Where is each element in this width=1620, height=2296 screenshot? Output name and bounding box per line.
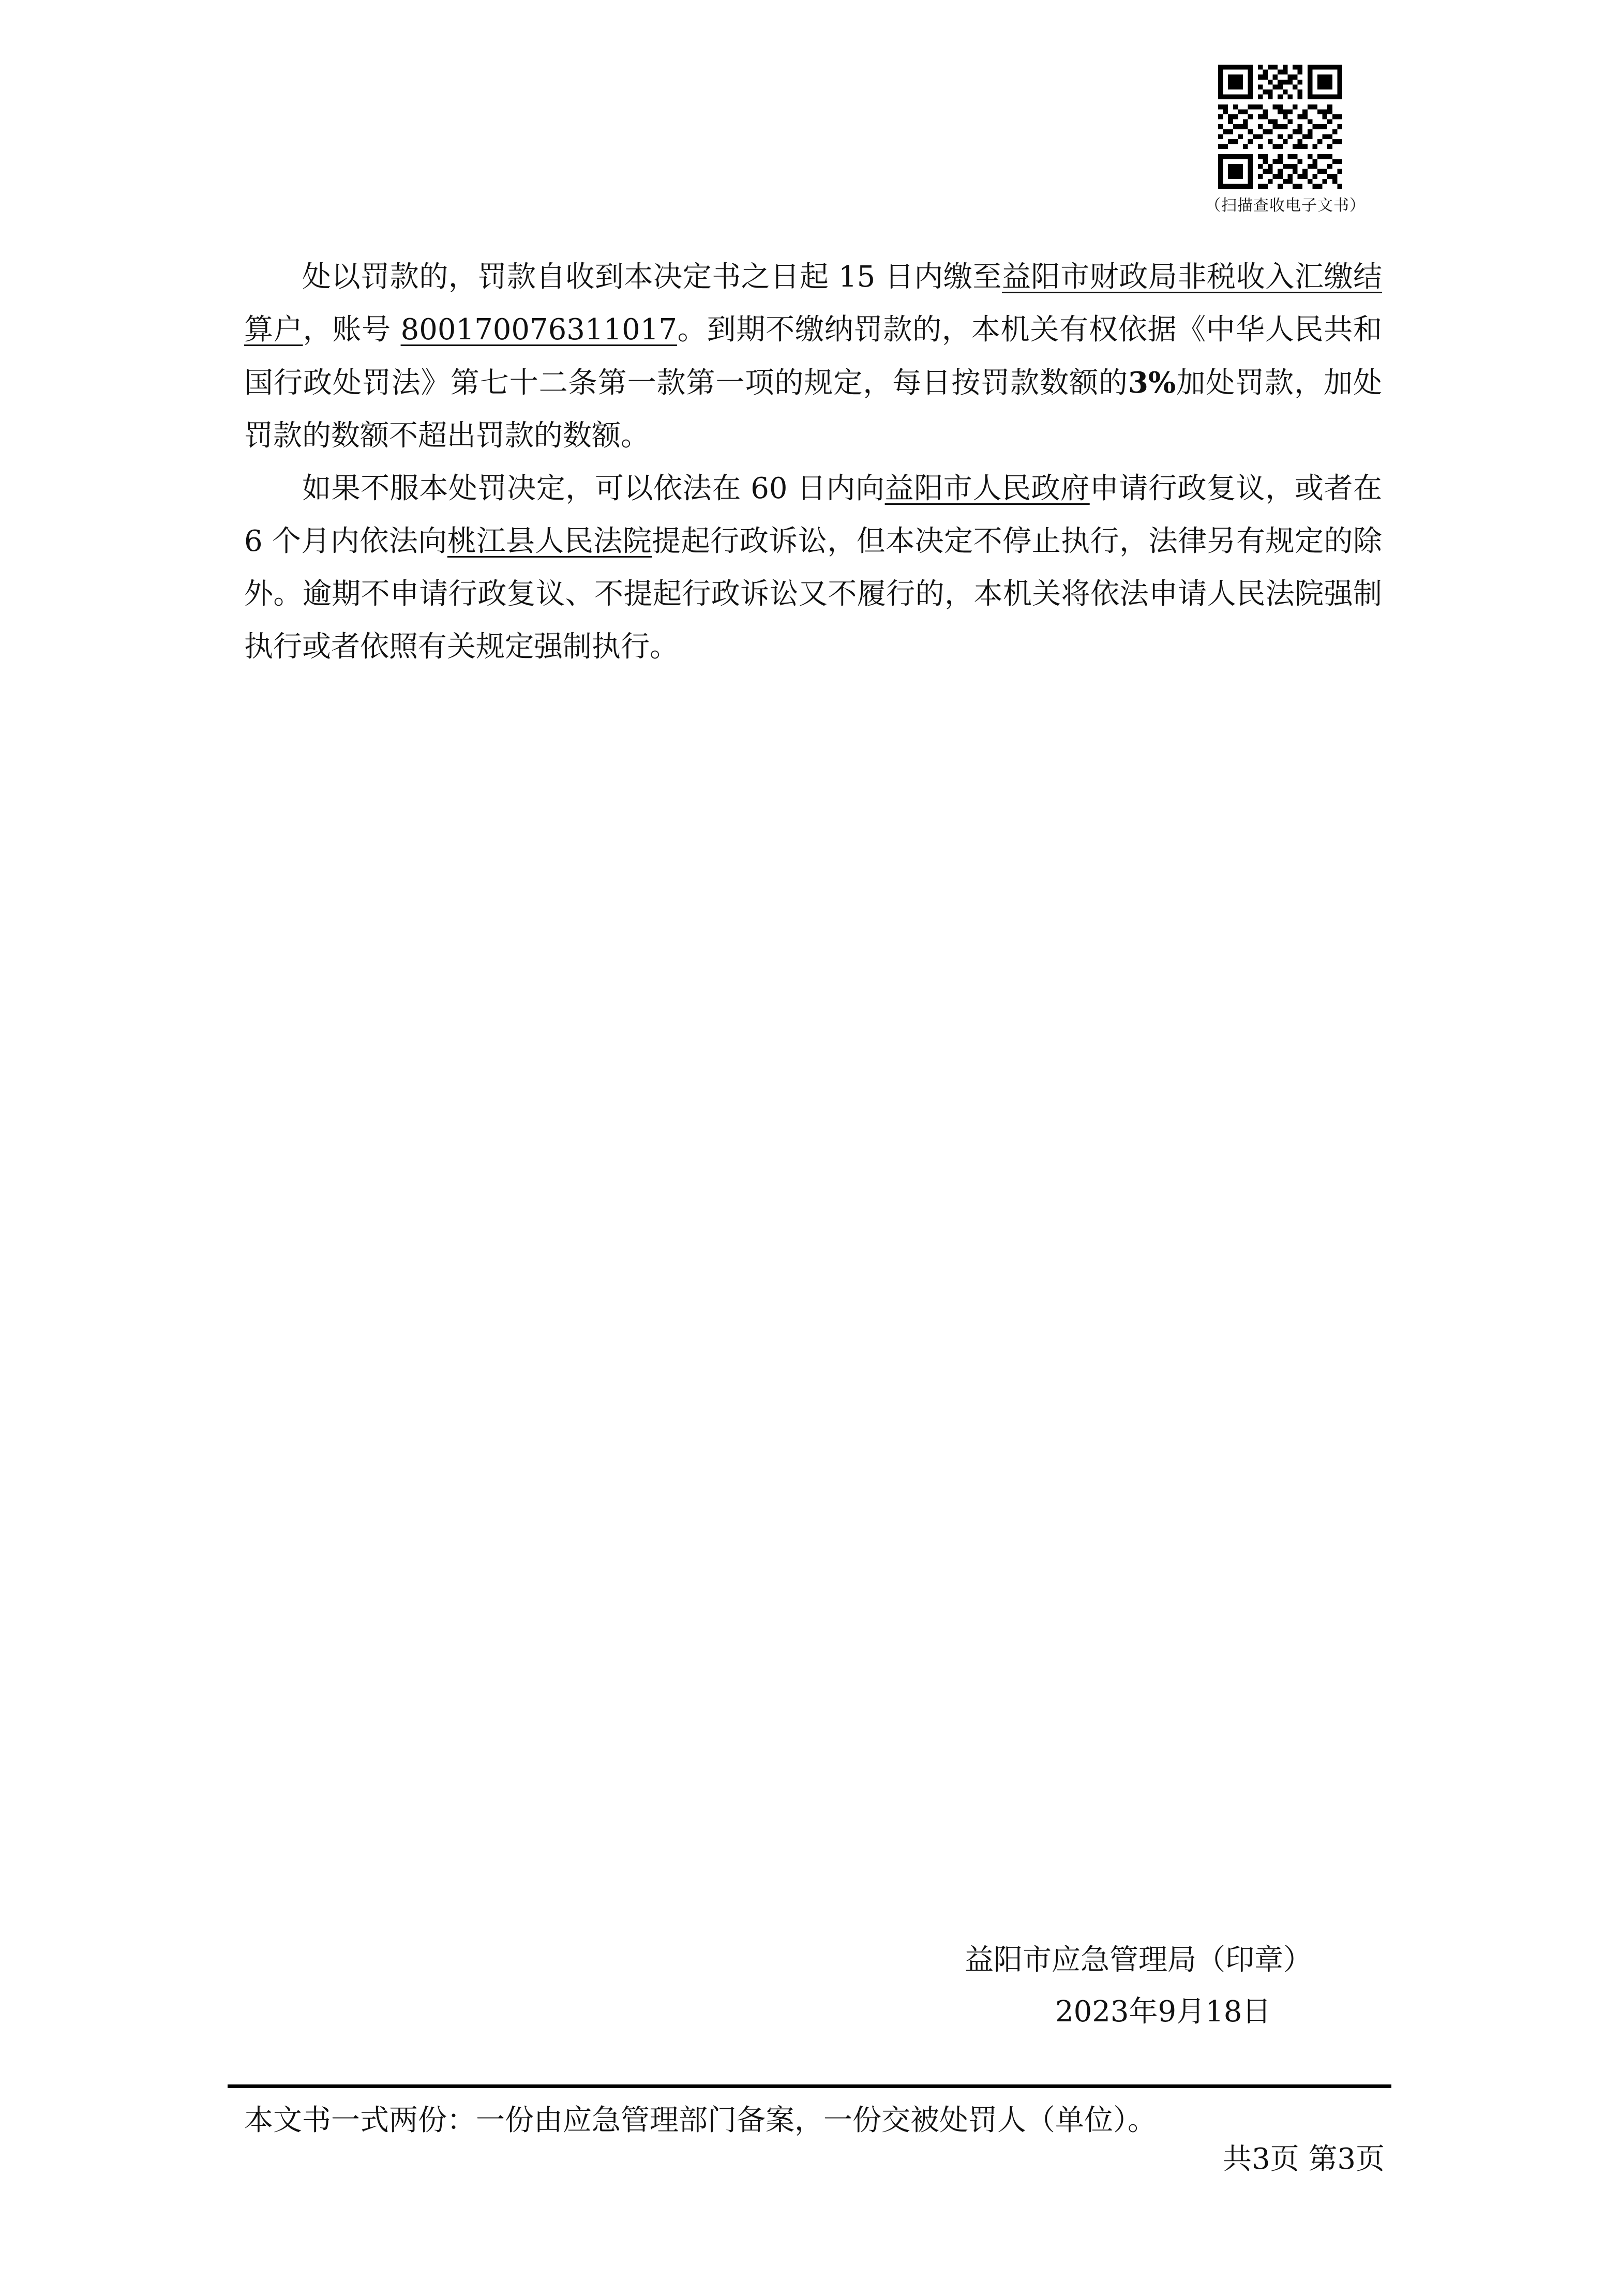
issue-date: 2023年9月18日 <box>1055 1995 1271 2029</box>
qr-caption: （扫描查收电子文书） <box>1205 197 1366 215</box>
payment-text-3: 。到期不缴纳罚款的，本机关有权依据《中华人民共和国行政处罚法》第七十二条第一款第一项的规定，每日按罚款数额的 <box>244 313 1382 400</box>
payment-paragraph <box>244 251 1382 462</box>
decision-body <box>244 251 1382 673</box>
qr-code-icon <box>1218 65 1342 189</box>
appeal-text-2: 申请行政复议，或者在 6 个月内依法向 <box>244 472 1383 558</box>
copies-note: 本文书一式两份：一份由应急管理部门备案，一份交被处罚人（单位）。 <box>244 2104 1157 2137</box>
payment-text-2: ，账号 <box>303 313 401 347</box>
litigation-court: 桃江县人民法院 <box>447 524 652 558</box>
payment-text-1: 处以罚款的，罚款自收到本决定书之日起 15 日内缴至 <box>302 260 1002 294</box>
account-number: 800170076311017 <box>400 313 677 347</box>
appeal-text-1: 如果不服本处罚决定，可以依法在 60 日内向 <box>302 472 885 505</box>
page-number: 共3页 第3页 <box>1222 2142 1385 2176</box>
payment-text-4: 加处罚款，加处罚款的数额不超出罚款的数额。 <box>244 366 1383 453</box>
appeal-text-3: 提起行政诉讼，但本决定不停止执行，法律另有规定的除外。逾期不申请行政复议、不提起行政诉讼又不履行的，本机关将依法申请人民法院强制执行或者依照有关规定强制执行。 <box>244 524 1383 664</box>
late-fee-rate: 3% <box>1128 366 1176 400</box>
account-name: 益阳市财政局非税收入汇缴结算户 <box>244 260 1383 347</box>
issuing-authority: 益阳市应急管理局（印章） <box>965 1943 1312 1977</box>
reconsideration-authority: 益阳市人民政府 <box>884 472 1090 505</box>
footer-divider <box>228 2084 1391 2088</box>
appeal-paragraph <box>244 462 1382 673</box>
